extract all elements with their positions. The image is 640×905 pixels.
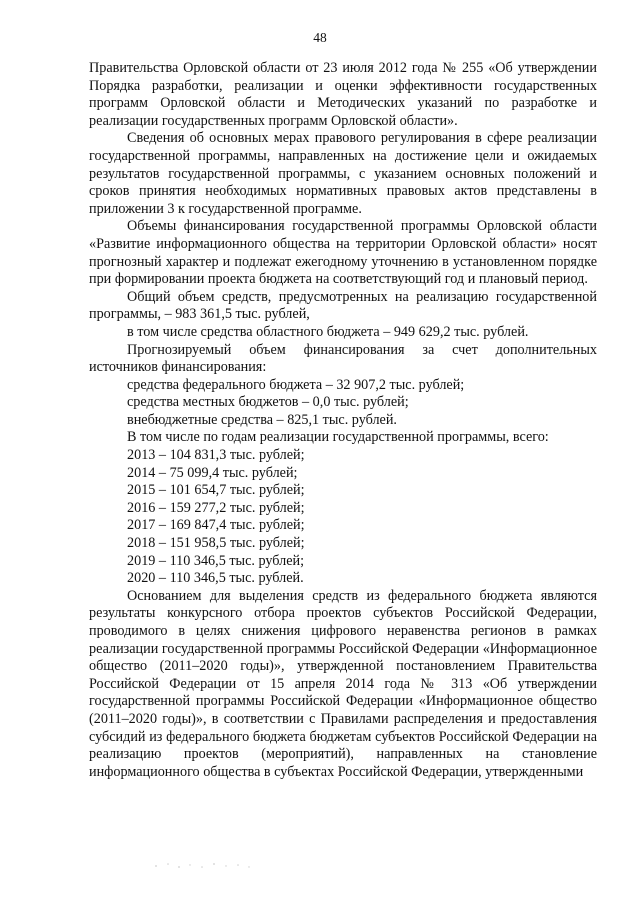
paragraph-additional-sources: Прогнозируемый объем финансирования за счет дополнительных источников финансирования: [89, 341, 597, 376]
year-amount-item: 2013 – 104 831,3 тыс. рублей; [127, 447, 305, 464]
year-amount-item: 2018 – 151 958,5 тыс. рублей; [127, 535, 305, 552]
list-item: внебюджетные средства – 825,1 тыс. рублей. [127, 411, 397, 428]
year-amount-item: 2017 – 169 847,4 тыс. рублей; [127, 517, 305, 534]
scan-noise [150, 858, 260, 874]
document-body [89, 60, 597, 781]
year-amount-item: 2020 – 110 346,5 тыс. рублей. [127, 570, 304, 587]
paragraph-by-year-heading: В том числе по годам реализации государственной программы, всего: [127, 429, 549, 446]
year-amount-item: 2015 – 101 654,7 тыс. рублей; [127, 482, 305, 499]
list-item: средства местных бюджетов – 0,0 тыс. рублей; [127, 394, 409, 411]
paragraph-financing-volumes: Объемы финансирования государственной программы Орловской области «Развитие информационного общества на территории Орловской области» носят прогнозный характер и подлежат ежегодному уточнению в установленном порядке при формировании проекта бюджета на соответствующий год и плановый период. [89, 218, 597, 288]
regional-budget-line: в том числе средства областного бюджета – 949 629,2 тыс. рублей. [127, 323, 529, 340]
year-amount-item: 2019 – 110 346,5 тыс. рублей; [127, 552, 305, 569]
paragraph-federal-basis: Основанием для выделения средств из федерального бюджета являются результаты конкурсного отбора проектов субъектов Российской Федерации, проводимого в целях снижения цифрового неравенства регионов в рамках реализации государственной программы Российской Федерации «Информационное общество (2011–2020 годы)», утвержденной постановлением Правительства Российской Федерации от 15 апреля 2014 года № 313 «Об утверждении государственной программы Российской Федерации «Информационное общество (2011–2020 годы)», в соответствии с Правилами распределения и предоставления субсидий из федерального бюджета бюджетам субъектов Российской Федерации на реализацию проектов (мероприятий), направленных на становление информационного общества в субъектах Российской Федерации, утвержденными [89, 587, 597, 780]
list-item: средства федерального бюджета – 32 907,2 тыс. рублей; [127, 376, 465, 393]
paragraph-legal-measures: Сведения об основных мерах правового регулирования в сфере реализации государственной программы, направленных на достижение цели и ожидаемых результатов государственной программы, с указанием основных положений и сроков принятия необходимых нормативных правовых актов представлены в приложении 3 к государственной программе. [89, 130, 597, 217]
paragraph-regulation-reference: Правительства Орловской области от 23 июля 2012 года № 255 «Об утверждении Порядка разработки, реализации и оценки эффективности государственных программ Орловской области и Методических указаний по разработке и реализации государственных программ Орловской области». [89, 60, 597, 129]
year-amount-item: 2016 – 159 277,2 тыс. рублей; [127, 499, 305, 516]
page-number: 48 [313, 30, 327, 45]
paragraph-total-amount: Общий объем средств, предусмотренных на реализацию государственной программы, – 983 361,5 тыс. рублей, [89, 288, 597, 323]
year-amount-item: 2014 – 75 099,4 тыс. рублей; [127, 464, 298, 481]
